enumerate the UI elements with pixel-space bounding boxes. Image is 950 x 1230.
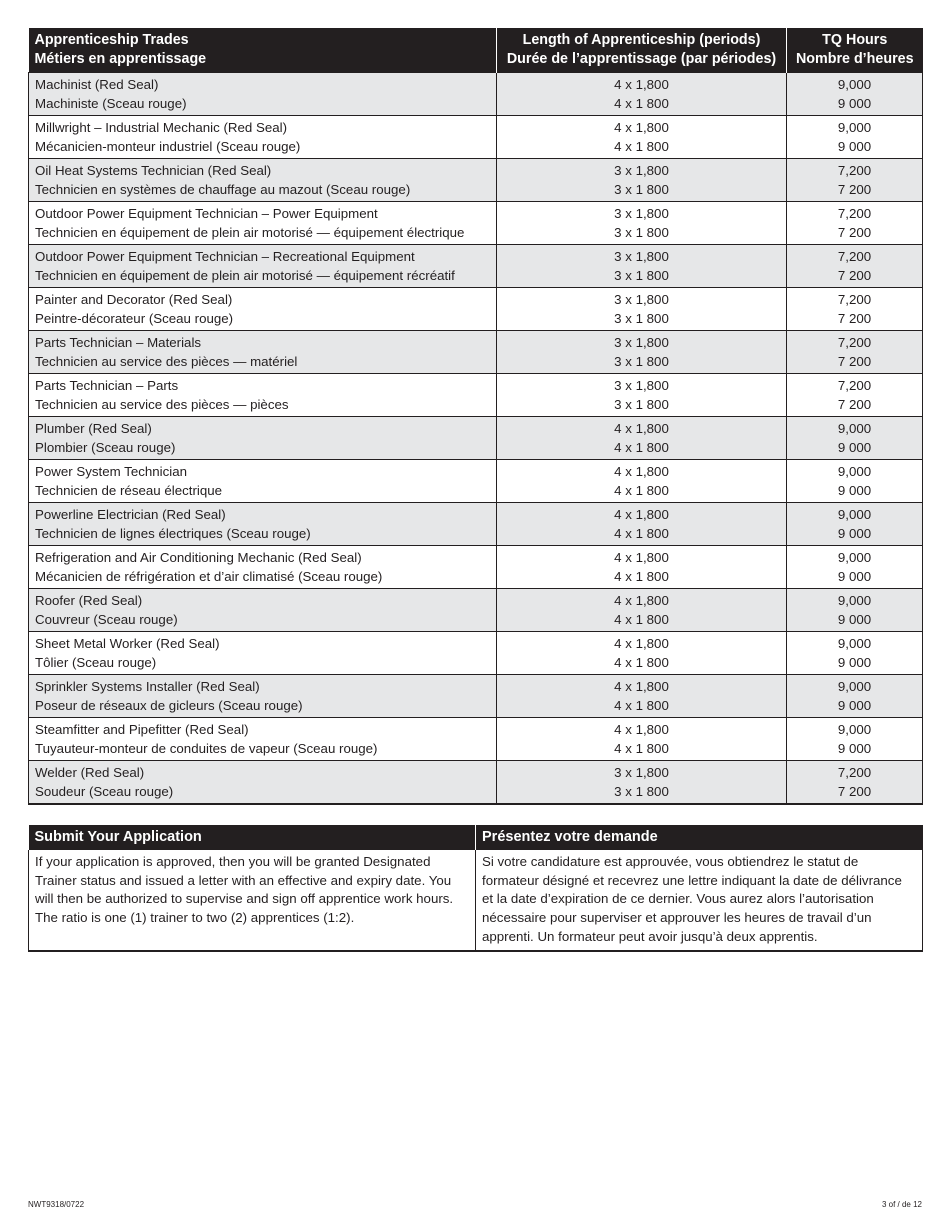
hours-en: 9,000 — [837, 120, 872, 135]
page-number: 3 of / de 12 — [881, 1200, 922, 1209]
trade-fr: Technicien en équipement de plein air motorisé — équipement récréatif — [35, 267, 455, 283]
hours-cell — [787, 675, 923, 718]
hours-cell — [787, 159, 923, 202]
trade-fr: Soudeur (Sceau rouge) — [35, 783, 174, 799]
trade-en: Sheet Metal Worker (Red Seal) — [35, 636, 220, 651]
length-en: 4 x 1,800 — [614, 421, 669, 436]
trade-fr: Mécanicien-monteur industriel (Sceau rouge) — [35, 138, 301, 154]
hours-cell — [787, 503, 923, 546]
trade-cell — [29, 503, 497, 546]
trade-fr: Poseur de réseaux de gicleurs (Sceau rouge) — [35, 697, 303, 713]
hours-cell — [787, 374, 923, 417]
table-row — [29, 116, 923, 159]
length-cell — [497, 288, 787, 331]
length-fr: 4 x 1 800 — [614, 611, 669, 627]
length-cell — [497, 374, 787, 417]
submit-application-section — [28, 825, 923, 952]
header-trades-fr: Métiers en apprentissage — [34, 51, 207, 67]
trade-cell — [29, 589, 497, 632]
table-row — [29, 546, 923, 589]
length-cell — [497, 503, 787, 546]
table-row — [29, 589, 923, 632]
table-row — [29, 202, 923, 245]
submit-title-en: Submit Your Application — [29, 825, 476, 850]
trade-en: Painter and Decorator (Red Seal) — [35, 292, 233, 307]
trade-cell — [29, 460, 497, 503]
hours-fr: 9 000 — [837, 95, 872, 111]
trade-cell — [29, 718, 497, 761]
trade-fr: Technicien en systèmes de chauffage au mazout (Sceau rouge) — [35, 181, 411, 197]
submit-title-fr: Présentez votre demande — [476, 825, 923, 850]
length-fr: 3 x 1 800 — [614, 396, 669, 412]
table-row — [29, 245, 923, 288]
hours-fr: 7 200 — [837, 353, 872, 369]
length-fr: 3 x 1 800 — [614, 181, 669, 197]
trade-fr: Peintre-décorateur (Sceau rouge) — [35, 310, 234, 326]
hours-en: 9,000 — [837, 593, 872, 608]
hours-en: 7,200 — [837, 249, 872, 264]
table-row — [29, 460, 923, 503]
hours-cell — [787, 632, 923, 675]
trade-cell — [29, 331, 497, 374]
trade-en: Powerline Electrician (Red Seal) — [35, 507, 226, 522]
length-fr: 4 x 1 800 — [614, 138, 669, 154]
trade-cell — [29, 417, 497, 460]
table-row — [29, 331, 923, 374]
length-en: 4 x 1,800 — [614, 550, 669, 565]
hours-en: 9,000 — [837, 550, 872, 565]
header-hours-en: TQ Hours — [822, 32, 888, 48]
hours-en: 7,200 — [837, 378, 872, 393]
hours-cell — [787, 417, 923, 460]
length-en: 3 x 1,800 — [614, 378, 669, 393]
hours-fr: 7 200 — [837, 267, 872, 283]
length-en: 3 x 1,800 — [614, 765, 669, 780]
length-fr: 4 x 1 800 — [614, 95, 669, 111]
length-fr: 3 x 1 800 — [614, 783, 669, 799]
hours-cell — [787, 761, 923, 805]
trade-fr: Technicien au service des pièces — pièces — [35, 396, 289, 412]
table-row — [29, 503, 923, 546]
form-code: NWT9318/0722 — [28, 1200, 85, 1209]
trade-cell — [29, 202, 497, 245]
length-fr: 4 x 1 800 — [614, 482, 669, 498]
length-en: 4 x 1,800 — [614, 722, 669, 737]
trade-fr: Tuyauteur-monteur de conduites de vapeur (Sceau rouge) — [35, 740, 378, 756]
header-length-en: Length of Apprenticeship (periods) — [522, 32, 761, 48]
length-en: 4 x 1,800 — [614, 593, 669, 608]
header-length-fr: Durée de l’apprentissage (par périodes) — [506, 51, 777, 67]
table-row — [29, 159, 923, 202]
length-fr: 4 x 1 800 — [614, 439, 669, 455]
hours-fr: 9 000 — [837, 525, 872, 541]
header-length — [497, 28, 787, 73]
hours-en: 7,200 — [837, 292, 872, 307]
length-fr: 4 x 1 800 — [614, 697, 669, 713]
trade-en: Outdoor Power Equipment Technician – Recreational Equipment — [35, 249, 415, 264]
hours-fr: 9 000 — [837, 568, 872, 584]
trade-cell — [29, 374, 497, 417]
trade-en: Millwright – Industrial Mechanic (Red Seal) — [35, 120, 287, 135]
hours-cell — [787, 245, 923, 288]
length-fr: 4 x 1 800 — [614, 740, 669, 756]
hours-en: 9,000 — [837, 722, 872, 737]
hours-en: 9,000 — [837, 507, 872, 522]
hours-fr: 7 200 — [837, 310, 872, 326]
length-cell — [497, 245, 787, 288]
table-body — [29, 73, 923, 805]
hours-fr: 9 000 — [837, 740, 872, 756]
hours-cell — [787, 546, 923, 589]
length-en: 4 x 1,800 — [614, 464, 669, 479]
trade-en: Parts Technician – Parts — [35, 378, 179, 393]
trade-en: Machinist (Red Seal) — [35, 77, 159, 92]
table-row — [29, 417, 923, 460]
length-cell — [497, 761, 787, 805]
length-cell — [497, 675, 787, 718]
length-en: 3 x 1,800 — [614, 335, 669, 350]
trade-cell — [29, 159, 497, 202]
table-row — [29, 374, 923, 417]
trade-en: Steamfitter and Pipefitter (Red Seal) — [35, 722, 249, 737]
length-fr: 3 x 1 800 — [614, 353, 669, 369]
hours-fr: 9 000 — [837, 654, 872, 670]
submit-body-en: If your application is approved, then you will be granted Designated Trainer status and issued a letter with an effective and expiry date. You will then be authorized to supervise and sign off apprentice work hours. The ratio is one (1) trainer to two (2) apprentices (1:2). — [29, 850, 476, 951]
hours-en: 9,000 — [837, 679, 872, 694]
trade-en: Welder (Red Seal) — [35, 765, 145, 780]
length-en: 4 x 1,800 — [614, 120, 669, 135]
header-hours — [787, 28, 923, 73]
length-cell — [497, 417, 787, 460]
hours-cell — [787, 116, 923, 159]
trade-en: Oil Heat Systems Technician (Red Seal) — [35, 163, 272, 178]
trade-en: Sprinkler Systems Installer (Red Seal) — [35, 679, 260, 694]
submit-header-row — [29, 825, 923, 850]
trade-en: Refrigeration and Air Conditioning Mechanic (Red Seal) — [35, 550, 362, 565]
hours-en: 9,000 — [837, 77, 872, 92]
length-cell — [497, 546, 787, 589]
length-fr: 3 x 1 800 — [614, 267, 669, 283]
trade-fr: Mécanicien de réfrigération et d’air climatisé (Sceau rouge) — [35, 568, 383, 584]
hours-en: 9,000 — [837, 464, 872, 479]
hours-fr: 9 000 — [837, 439, 872, 455]
trade-cell — [29, 546, 497, 589]
submit-body-row — [29, 850, 923, 951]
table-row — [29, 675, 923, 718]
trade-en: Outdoor Power Equipment Technician – Power Equipment — [35, 206, 378, 221]
trade-en: Power System Technician — [35, 464, 187, 479]
table-row — [29, 632, 923, 675]
trade-fr: Technicien en équipement de plein air motorisé — équipement électrique — [35, 224, 465, 240]
hours-en: 9,000 — [837, 636, 872, 651]
trade-cell — [29, 761, 497, 805]
hours-fr: 9 000 — [837, 482, 872, 498]
length-en: 4 x 1,800 — [614, 679, 669, 694]
length-fr: 4 x 1 800 — [614, 568, 669, 584]
length-fr: 4 x 1 800 — [614, 525, 669, 541]
length-fr: 3 x 1 800 — [614, 310, 669, 326]
length-cell — [497, 460, 787, 503]
length-en: 4 x 1,800 — [614, 507, 669, 522]
hours-fr: 7 200 — [837, 224, 872, 240]
apprenticeship-trades-table — [28, 28, 923, 805]
trade-fr: Technicien de lignes électriques (Sceau rouge) — [35, 525, 311, 541]
hours-fr: 7 200 — [837, 181, 872, 197]
length-cell — [497, 718, 787, 761]
hours-cell — [787, 589, 923, 632]
table-header-row — [29, 28, 923, 73]
length-cell — [497, 331, 787, 374]
table-row — [29, 73, 923, 116]
hours-fr: 9 000 — [837, 697, 872, 713]
table-row — [29, 761, 923, 805]
length-cell — [497, 73, 787, 116]
trade-fr: Couvreur (Sceau rouge) — [35, 611, 178, 627]
hours-fr: 7 200 — [837, 783, 872, 799]
header-hours-fr: Nombre d’heures — [795, 51, 914, 67]
length-en: 4 x 1,800 — [614, 636, 669, 651]
trade-cell — [29, 288, 497, 331]
table-row — [29, 718, 923, 761]
header-trades — [29, 28, 497, 73]
length-en: 3 x 1,800 — [614, 206, 669, 221]
trade-fr: Tôlier (Sceau rouge) — [35, 654, 157, 670]
hours-cell — [787, 288, 923, 331]
trade-fr: Machiniste (Sceau rouge) — [35, 95, 187, 111]
trade-fr: Plombier (Sceau rouge) — [35, 439, 176, 455]
hours-fr: 9 000 — [837, 611, 872, 627]
length-fr: 3 x 1 800 — [614, 224, 669, 240]
trade-fr: Technicien au service des pièces — matériel — [35, 353, 298, 369]
length-en: 3 x 1,800 — [614, 163, 669, 178]
trade-en: Parts Technician – Materials — [35, 335, 202, 350]
table-row — [29, 288, 923, 331]
trade-en: Roofer (Red Seal) — [35, 593, 143, 608]
trade-cell — [29, 73, 497, 116]
trade-fr: Technicien de réseau électrique — [35, 482, 223, 498]
length-cell — [497, 202, 787, 245]
trade-cell — [29, 245, 497, 288]
length-cell — [497, 589, 787, 632]
trade-cell — [29, 632, 497, 675]
hours-fr: 7 200 — [837, 396, 872, 412]
trade-en: Plumber (Red Seal) — [35, 421, 152, 436]
length-cell — [497, 632, 787, 675]
length-cell — [497, 159, 787, 202]
trade-cell — [29, 116, 497, 159]
hours-cell — [787, 460, 923, 503]
trade-cell — [29, 675, 497, 718]
hours-cell — [787, 73, 923, 116]
hours-en: 7,200 — [837, 335, 872, 350]
header-trades-en: Apprenticeship Trades — [34, 32, 189, 48]
length-en: 4 x 1,800 — [614, 77, 669, 92]
length-en: 3 x 1,800 — [614, 292, 669, 307]
hours-en: 7,200 — [837, 206, 872, 221]
hours-en: 7,200 — [837, 163, 872, 178]
length-cell — [497, 116, 787, 159]
submit-body-fr: Si votre candidature est approuvée, vous obtiendrez le statut de formateur désigné et recevrez une lettre indiquant la date de délivrance et la date d’expiration de ce dernier. Vous aurez alors l’autorisation nécessaire pour superviser et approuver les heures de travail d’un apprenti. Un formateur peut avoir jusqu’à deux apprentis. — [476, 850, 923, 951]
hours-cell — [787, 718, 923, 761]
hours-en: 7,200 — [837, 765, 872, 780]
hours-fr: 9 000 — [837, 138, 872, 154]
length-fr: 4 x 1 800 — [614, 654, 669, 670]
hours-en: 9,000 — [837, 421, 872, 436]
length-en: 3 x 1,800 — [614, 249, 669, 264]
hours-cell — [787, 331, 923, 374]
hours-cell — [787, 202, 923, 245]
